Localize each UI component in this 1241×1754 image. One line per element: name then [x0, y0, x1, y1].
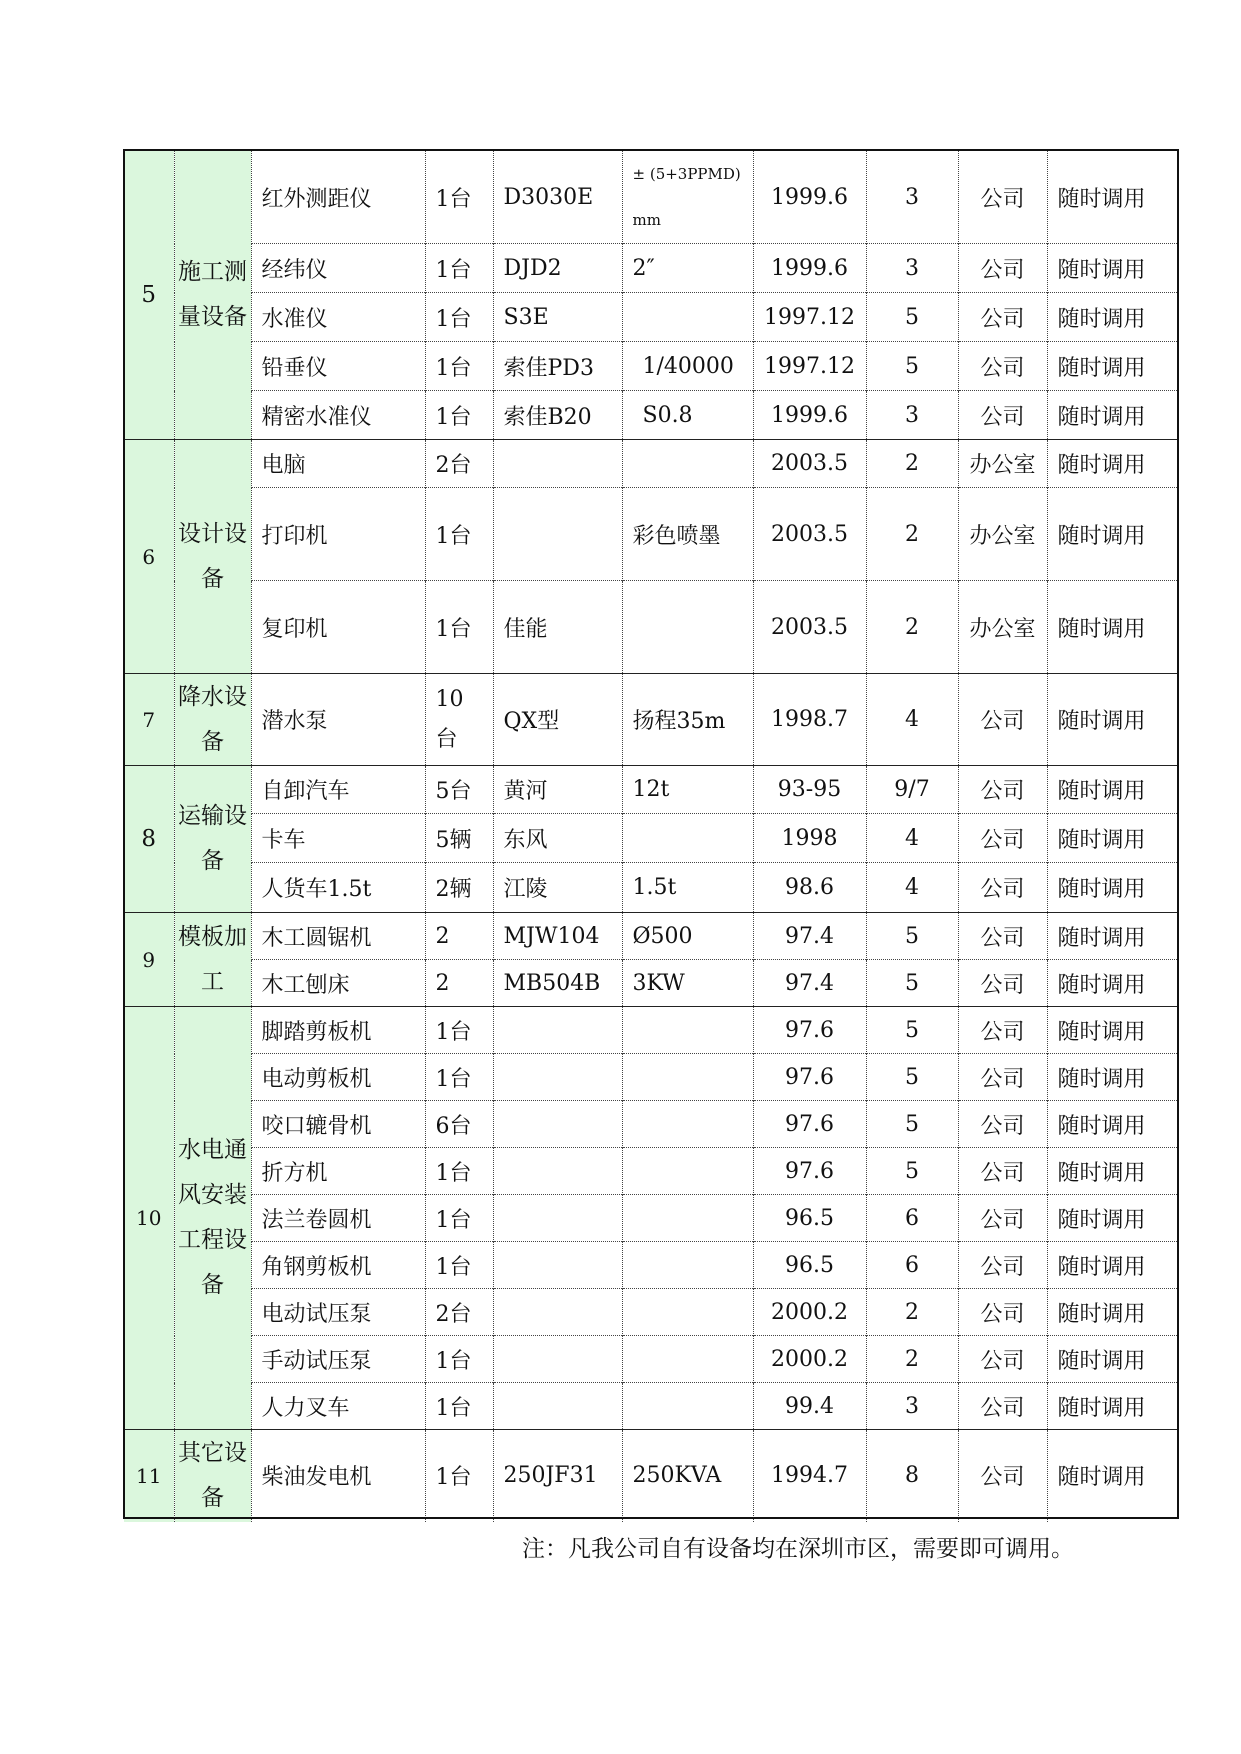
- unit-count: 3: [866, 151, 958, 244]
- model: MB504B: [493, 960, 622, 1007]
- manufacture-year: 96.5: [753, 1242, 866, 1289]
- quantity: 1台: [425, 1383, 493, 1430]
- specification: 彩色喷墨: [622, 488, 753, 581]
- availability: 随时调用: [1047, 863, 1177, 913]
- manufacture-year: 2003.5: [753, 581, 866, 674]
- specification: [622, 293, 753, 342]
- manufacture-year: 1994.7: [753, 1430, 866, 1522]
- model: [493, 1148, 622, 1195]
- manufacture-year: 1999.6: [753, 391, 866, 440]
- quantity: 1台: [425, 581, 493, 674]
- specification: [622, 151, 753, 244]
- quantity: 1台: [425, 293, 493, 342]
- availability: 随时调用: [1047, 391, 1177, 440]
- availability: 随时调用: [1047, 814, 1177, 863]
- equipment-name: 法兰卷圆机: [251, 1195, 425, 1242]
- table-row: [124, 342, 1177, 391]
- quantity: 1台: [425, 151, 493, 244]
- equipment-name: 红外测距仪: [251, 151, 425, 244]
- equipment-name: 手动试压泵: [251, 1336, 425, 1383]
- quantity: 1台: [425, 1195, 493, 1242]
- manufacture-year: 97.6: [753, 1054, 866, 1101]
- quantity: 1台: [425, 1007, 493, 1054]
- unit-count: 4: [866, 814, 958, 863]
- table-row: [124, 1195, 1177, 1242]
- equipment-name: 水准仪: [251, 293, 425, 342]
- quantity: 6台: [425, 1101, 493, 1148]
- availability: 随时调用: [1047, 1336, 1177, 1383]
- unit-count: 5: [866, 960, 958, 1007]
- unit-count: 5: [866, 1054, 958, 1101]
- table-row: [124, 1101, 1177, 1148]
- table-row: [124, 293, 1177, 342]
- specification: [622, 1054, 753, 1101]
- specification: 2″: [622, 244, 753, 293]
- model: [493, 1195, 622, 1242]
- unit-count: 9/7: [866, 766, 958, 814]
- model: [493, 1054, 622, 1101]
- specification: [622, 1101, 753, 1148]
- table-row: [124, 766, 1177, 814]
- availability: 随时调用: [1047, 1007, 1177, 1054]
- model: 索佳B20: [493, 391, 622, 440]
- footnote: 注：凡我公司自有设备均在深圳市区，需要即可调用。: [522, 1536, 1074, 1562]
- availability: 随时调用: [1047, 488, 1177, 581]
- specification: 12t: [622, 766, 753, 814]
- model: S3E: [493, 293, 622, 342]
- model: 东风: [493, 814, 622, 863]
- manufacture-year: 2000.2: [753, 1289, 866, 1336]
- model: 250JF31: [493, 1430, 622, 1522]
- table-row: [124, 1430, 1177, 1522]
- model: [493, 488, 622, 581]
- location: 公司: [958, 1054, 1047, 1101]
- availability: 随时调用: [1047, 1430, 1177, 1522]
- group-category: 施工测量设备: [174, 151, 251, 440]
- table-row: [124, 488, 1177, 581]
- table-row: [124, 1054, 1177, 1101]
- manufacture-year: 1997.12: [753, 293, 866, 342]
- group-number: 6: [124, 440, 174, 674]
- unit-count: 4: [866, 674, 958, 766]
- unit-count: 2: [866, 1336, 958, 1383]
- unit-count: 2: [866, 488, 958, 581]
- table-row: [124, 1242, 1177, 1289]
- model: QX型: [493, 674, 622, 766]
- availability: 随时调用: [1047, 1148, 1177, 1195]
- quantity: 2台: [425, 1289, 493, 1336]
- table-row: [124, 863, 1177, 913]
- group-category: 降水设备: [174, 674, 251, 766]
- equipment-name: 打印机: [251, 488, 425, 581]
- specification: 250KVA: [622, 1430, 753, 1522]
- location: 公司: [958, 293, 1047, 342]
- group-number: 11: [124, 1430, 174, 1522]
- unit-count: 6: [866, 1195, 958, 1242]
- equipment-name: 卡车: [251, 814, 425, 863]
- equipment-name: 木工刨床: [251, 960, 425, 1007]
- manufacture-year: 1999.6: [753, 244, 866, 293]
- unit-count: 5: [866, 1101, 958, 1148]
- location: 公司: [958, 1195, 1047, 1242]
- group-category: 其它设备: [174, 1430, 251, 1522]
- specification: S0.8: [622, 391, 753, 440]
- table-row: [124, 960, 1177, 1007]
- equipment-name: 精密水准仪: [251, 391, 425, 440]
- table-body: [124, 151, 1177, 1522]
- quantity: 2: [425, 913, 493, 960]
- availability: 随时调用: [1047, 151, 1177, 244]
- manufacture-year: 1998.7: [753, 674, 866, 766]
- location: 公司: [958, 863, 1047, 913]
- unit-count: 3: [866, 244, 958, 293]
- availability: 随时调用: [1047, 293, 1177, 342]
- manufacture-year: 97.6: [753, 1101, 866, 1148]
- specification: [622, 1336, 753, 1383]
- model: D3030E: [493, 151, 622, 244]
- unit-count: 5: [866, 1007, 958, 1054]
- quantity: 1台: [425, 1336, 493, 1383]
- equipment-name: 人货车1.5t: [251, 863, 425, 913]
- quantity: 5辆: [425, 814, 493, 863]
- manufacture-year: 93-95: [753, 766, 866, 814]
- quantity: 1台: [425, 342, 493, 391]
- group-number: 10: [124, 1007, 174, 1430]
- quantity: 1台: [425, 1054, 493, 1101]
- specification: 扬程35m: [622, 674, 753, 766]
- spec-line-2: mm: [632, 211, 661, 229]
- location: 公司: [958, 151, 1047, 244]
- availability: 随时调用: [1047, 766, 1177, 814]
- unit-count: 5: [866, 1148, 958, 1195]
- specification: [622, 1242, 753, 1289]
- quantity: 1台: [425, 1148, 493, 1195]
- table-row: [124, 581, 1177, 674]
- manufacture-year: 2003.5: [753, 488, 866, 581]
- table-row: [124, 913, 1177, 960]
- model: 佳能: [493, 581, 622, 674]
- location: 公司: [958, 1007, 1047, 1054]
- group-category: 水电通风安装工程设备: [174, 1007, 251, 1430]
- equipment-name: 自卸汽车: [251, 766, 425, 814]
- location: 公司: [958, 913, 1047, 960]
- location: 公司: [958, 1383, 1047, 1430]
- unit-count: 6: [866, 1242, 958, 1289]
- group-number: 9: [124, 913, 174, 1007]
- availability: 随时调用: [1047, 1195, 1177, 1242]
- table-row: [124, 1148, 1177, 1195]
- group-category: 运输设备: [174, 766, 251, 913]
- quantity: [425, 674, 493, 766]
- manufacture-year: 2003.5: [753, 440, 866, 488]
- location: 公司: [958, 1148, 1047, 1195]
- equipment-name: 电动剪板机: [251, 1054, 425, 1101]
- specification: [622, 581, 753, 674]
- availability: 随时调用: [1047, 1101, 1177, 1148]
- equipment-name: 角钢剪板机: [251, 1242, 425, 1289]
- group-category: 模板加工: [174, 913, 251, 1007]
- model: [493, 1242, 622, 1289]
- model: [493, 1007, 622, 1054]
- unit-count: 5: [866, 293, 958, 342]
- model: MJW104: [493, 913, 622, 960]
- location: 公司: [958, 960, 1047, 1007]
- manufacture-year: 1999.6: [753, 151, 866, 244]
- group-category: 设计设备: [174, 440, 251, 674]
- quantity: 1台: [425, 1430, 493, 1522]
- group-number: 5: [124, 151, 174, 440]
- equipment-name: 复印机: [251, 581, 425, 674]
- model: [493, 1383, 622, 1430]
- manufacture-year: 97.6: [753, 1148, 866, 1195]
- model: [493, 440, 622, 488]
- availability: 随时调用: [1047, 1383, 1177, 1430]
- location: 公司: [958, 391, 1047, 440]
- availability: 随时调用: [1047, 244, 1177, 293]
- availability: 随时调用: [1047, 581, 1177, 674]
- location: 公司: [958, 342, 1047, 391]
- model: 江陵: [493, 863, 622, 913]
- spec-line-1: ± (5+3PPMD): [632, 165, 741, 183]
- table-row: [124, 391, 1177, 440]
- availability: 随时调用: [1047, 1242, 1177, 1289]
- manufacture-year: 98.6: [753, 863, 866, 913]
- manufacture-year: 2000.2: [753, 1336, 866, 1383]
- model: 索佳PD3: [493, 342, 622, 391]
- quantity: 1台: [425, 1242, 493, 1289]
- location: 公司: [958, 814, 1047, 863]
- unit-count: 3: [866, 391, 958, 440]
- unit-count: 2: [866, 1289, 958, 1336]
- location: 公司: [958, 1289, 1047, 1336]
- location: 办公室: [958, 488, 1047, 581]
- manufacture-year: 96.5: [753, 1195, 866, 1242]
- specification: [622, 1289, 753, 1336]
- location: 公司: [958, 1430, 1047, 1522]
- availability: 随时调用: [1047, 342, 1177, 391]
- model: 黄河: [493, 766, 622, 814]
- unit-count: 3: [866, 1383, 958, 1430]
- group-number: 7: [124, 674, 174, 766]
- specification: [622, 1007, 753, 1054]
- unit-count: 5: [866, 342, 958, 391]
- unit-count: 2: [866, 581, 958, 674]
- specification: 3KW: [622, 960, 753, 1007]
- group-number: 8: [124, 766, 174, 913]
- availability: 随时调用: [1047, 440, 1177, 488]
- equipment-name: 电动试压泵: [251, 1289, 425, 1336]
- table-row: [124, 674, 1177, 766]
- unit-count: 5: [866, 913, 958, 960]
- model: [493, 1289, 622, 1336]
- table-row: [124, 244, 1177, 293]
- table-row: [124, 814, 1177, 863]
- manufacture-year: 97.4: [753, 960, 866, 1007]
- equipment-name: 电脑: [251, 440, 425, 488]
- availability: 随时调用: [1047, 1054, 1177, 1101]
- quantity: 1台: [425, 488, 493, 581]
- specification: Ø500: [622, 913, 753, 960]
- quantity: 5台: [425, 766, 493, 814]
- location: 公司: [958, 1242, 1047, 1289]
- equipment-table: [124, 150, 1177, 1522]
- quantity: 1台: [425, 391, 493, 440]
- equipment-name: 铅垂仪: [251, 342, 425, 391]
- model: [493, 1101, 622, 1148]
- specification: [622, 1148, 753, 1195]
- equipment-name: 脚踏剪板机: [251, 1007, 425, 1054]
- location: 公司: [958, 1336, 1047, 1383]
- quantity: 2: [425, 960, 493, 1007]
- quantity: 2台: [425, 440, 493, 488]
- manufacture-year: 99.4: [753, 1383, 866, 1430]
- table-row: [124, 440, 1177, 488]
- unit-count: 2: [866, 440, 958, 488]
- manufacture-year: 97.4: [753, 913, 866, 960]
- unit-count: 4: [866, 863, 958, 913]
- table-row: [124, 151, 1177, 244]
- table-row: [124, 1007, 1177, 1054]
- model: DJD2: [493, 244, 622, 293]
- table-row: [124, 1336, 1177, 1383]
- specification: [622, 814, 753, 863]
- availability: 随时调用: [1047, 674, 1177, 766]
- availability: 随时调用: [1047, 913, 1177, 960]
- equipment-name: 经纬仪: [251, 244, 425, 293]
- equipment-name: 折方机: [251, 1148, 425, 1195]
- equipment-name: 潜水泵: [251, 674, 425, 766]
- location: 公司: [958, 766, 1047, 814]
- specification: [622, 1195, 753, 1242]
- table-row: [124, 1289, 1177, 1336]
- quantity: 2辆: [425, 863, 493, 913]
- equipment-name: 木工圆锯机: [251, 913, 425, 960]
- location: 办公室: [958, 440, 1047, 488]
- availability: 随时调用: [1047, 960, 1177, 1007]
- specification: [622, 440, 753, 488]
- specification: 1.5t: [622, 863, 753, 913]
- unit-count: 8: [866, 1430, 958, 1522]
- model: [493, 1336, 622, 1383]
- manufacture-year: 1998: [753, 814, 866, 863]
- availability: 随时调用: [1047, 1289, 1177, 1336]
- equipment-name: 咬口辘骨机: [251, 1101, 425, 1148]
- specification: 1/40000: [622, 342, 753, 391]
- quantity-text: 10台: [435, 686, 464, 752]
- quantity: 1台: [425, 244, 493, 293]
- manufacture-year: 97.6: [753, 1007, 866, 1054]
- location: 公司: [958, 1101, 1047, 1148]
- location: 办公室: [958, 581, 1047, 674]
- location: 公司: [958, 674, 1047, 766]
- location: 公司: [958, 244, 1047, 293]
- table-row: [124, 1383, 1177, 1430]
- specification: [622, 1383, 753, 1430]
- equipment-name: 人力叉车: [251, 1383, 425, 1430]
- manufacture-year: 1997.12: [753, 342, 866, 391]
- equipment-name: 柴油发电机: [251, 1430, 425, 1522]
